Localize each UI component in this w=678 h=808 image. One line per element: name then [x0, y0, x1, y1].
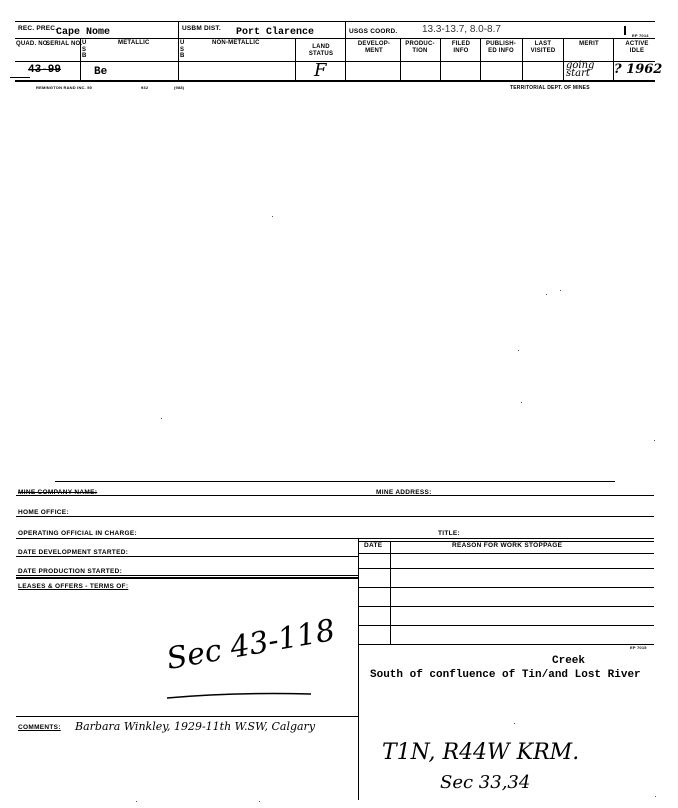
serial-no-header: SERIAL NO.	[46, 41, 83, 47]
corner-mark	[624, 26, 626, 35]
mine-company-name-label: MINE COMPANY NAME:	[18, 489, 98, 496]
usbm-dist-label: USBM DIST.	[182, 25, 221, 32]
comments-value: Barbara Winkley, 1929-11th W.SW, Calgary	[75, 720, 316, 733]
land-status-header: LAND STATUS	[308, 44, 334, 57]
usb-nonmetallic-header: U S B	[180, 40, 185, 59]
card-footer-left: REMINGTON RAND INC. 50	[36, 85, 93, 90]
mine-address-label: MINE ADDRESS:	[376, 489, 432, 496]
stoppage-date-header: DATE	[364, 542, 383, 549]
rec-prec-label: REC. PREC.	[18, 25, 58, 32]
stoppage-reason-header: REASON FOR WORK STOPPAGE	[452, 542, 563, 549]
quad-no-header: QUAD. NO.	[16, 41, 50, 47]
active-idle-header: ACTIVE IDLE	[625, 41, 649, 54]
merit-value: going start	[566, 60, 595, 79]
last-visited-header: LAST VISITED	[530, 41, 556, 54]
filed-info-header: FILED INFO	[451, 41, 471, 54]
metallic-header: METALLIC	[118, 40, 150, 46]
township-range: T1N, R44W KRM.	[382, 740, 580, 765]
metallic-value: Be	[94, 66, 108, 78]
title-label: TITLE:	[438, 530, 461, 537]
reference-underline	[165, 690, 315, 702]
comments-label: COMMENTS:	[18, 724, 61, 731]
date-development-started-label: DATE DEVELOPMENT STARTED:	[18, 549, 129, 556]
card-footer-right: TERRITORIAL DEPT. OF MINES	[510, 85, 590, 91]
location-line-1: Creek	[552, 655, 586, 667]
card-footer-code-2: (988)	[174, 85, 185, 90]
card-edge-line	[55, 481, 615, 482]
district-value: Port Clarence	[236, 27, 315, 38]
merit-header: MERIT	[579, 41, 599, 47]
handwritten-reference: Sec 43-118	[163, 612, 338, 677]
leases-offers-label: LEASES & OFFERS - TERMS OF:	[18, 583, 129, 590]
form-number: EP 7015	[630, 645, 647, 650]
quad-mark	[10, 77, 30, 78]
card-footer-code-1: 932	[141, 85, 149, 90]
active-value: ? 1962	[614, 62, 663, 77]
land-status-value: F	[314, 60, 327, 81]
operating-official-label: OPERATING OFFICIAL IN CHARGE:	[18, 530, 137, 537]
usgs-coord-label: USGS COORD.	[349, 28, 398, 35]
production-header: PRODUC- TION	[405, 41, 435, 54]
quad-value: 43-99	[28, 64, 62, 76]
location-line-2: South of confluence of Tin/and Lost River	[370, 669, 641, 681]
usb-metallic-header: U S B	[82, 40, 87, 59]
section-numbers: Sec 33,34	[440, 772, 531, 793]
development-header: DEVELOP- MENT	[357, 41, 391, 54]
coord-value: 13.3-13.7, 8.0-8.7	[422, 24, 501, 35]
non-metallic-header: NON-METALLIC	[212, 40, 260, 46]
home-office-label: HOME OFFICE:	[18, 509, 69, 516]
date-production-started-label: DATE PRODUCTION STARTED:	[18, 568, 123, 575]
card-form-number: EP 7014	[632, 33, 649, 38]
published-info-header: PUBLISH- ED INFO	[486, 41, 516, 54]
name-value: Cape Nome	[56, 27, 111, 38]
